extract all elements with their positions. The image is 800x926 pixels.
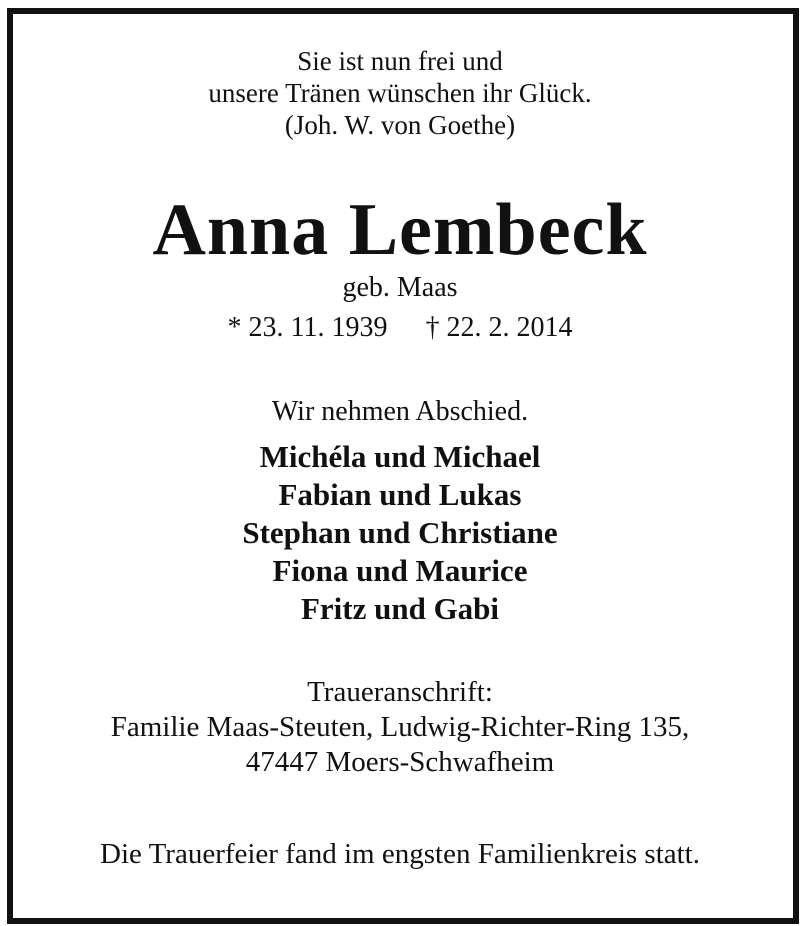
life-dates	[0, 312, 800, 344]
family-line-5: Fritz und Gabi	[300, 591, 500, 626]
birth-name: geb. Maas	[342, 272, 458, 303]
family-line-2: Fabian und Lukas	[278, 477, 522, 512]
closing-note: Die Trauerfeier fand im engsten Familienkreis statt.	[100, 838, 700, 870]
address-line-1: Familie Maas-Steuten, Ludwig-Richter-Ring 135,	[110, 711, 690, 743]
motto-line-1: Sie ist nun frei und	[297, 46, 503, 76]
family-line-4: Fiona und Maurice	[272, 553, 528, 588]
motto-line-2: unsere Tränen wünschen ihr Glück.	[208, 78, 592, 108]
family-line-3: Stephan und Christiane	[242, 515, 558, 550]
family-line-1: Michéla und Michael	[259, 439, 541, 474]
address-label: Traueranschrift:	[307, 676, 493, 708]
deceased-name: Anna Lembeck	[152, 189, 648, 271]
address-line-2: 47447 Moers-Schwafheim	[245, 746, 555, 778]
death-date: † 22. 2. 2014	[425, 312, 573, 343]
motto-attribution: (Joh. W. von Goethe)	[284, 110, 516, 140]
farewell-text: Wir nehmen Abschied.	[271, 396, 529, 427]
birth-date: * 23. 11. 1939	[227, 312, 388, 343]
